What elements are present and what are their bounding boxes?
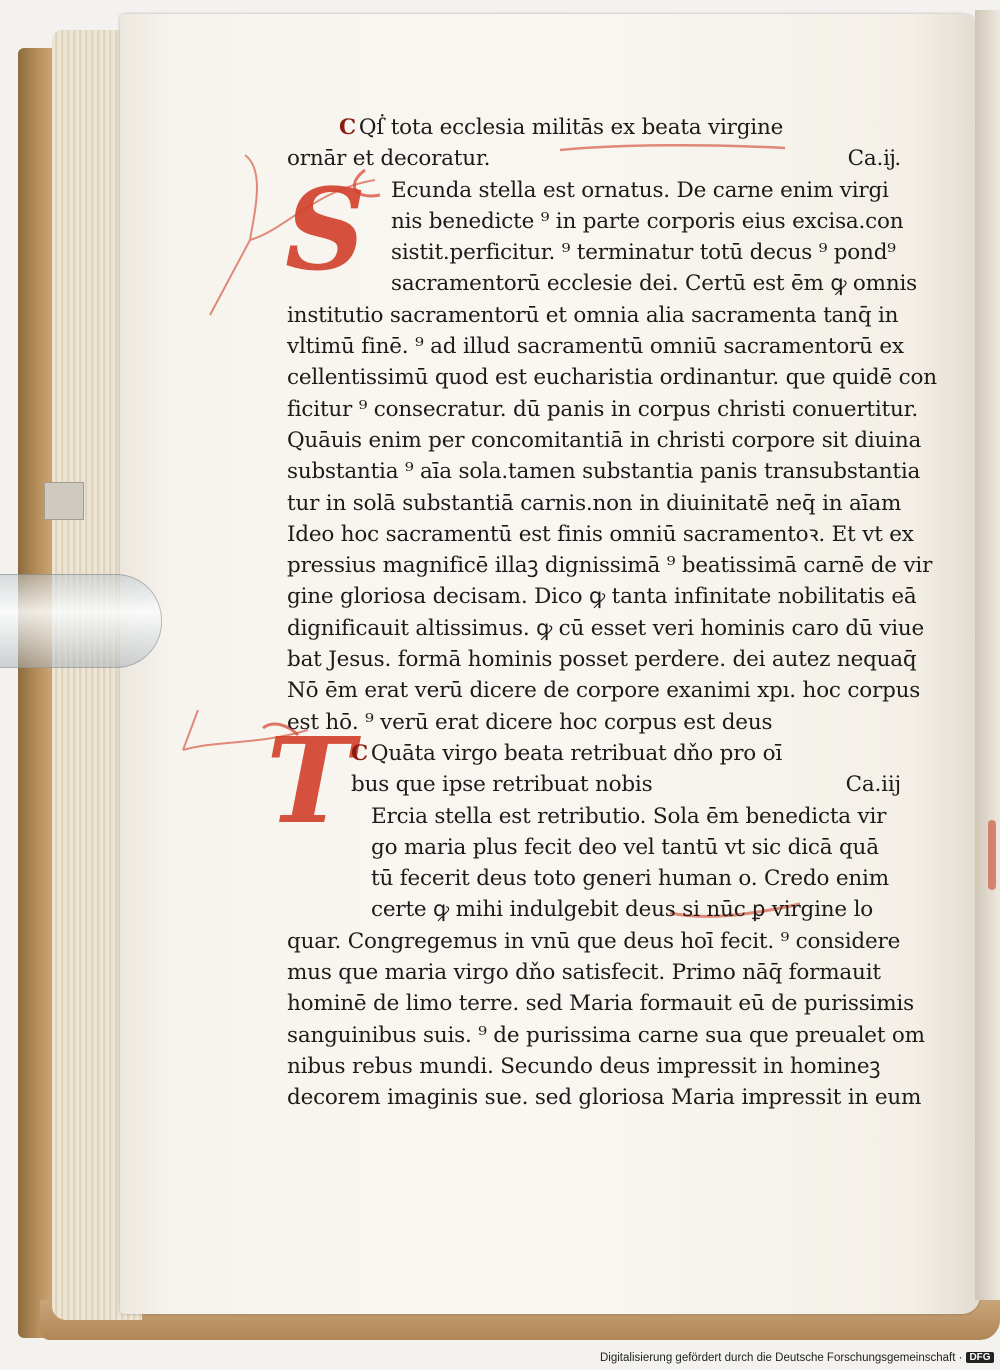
chapter-heading-text: ornār et decoratur. bbox=[287, 146, 491, 172]
text-line: cellentissimū quod est eucharistia ordinantur. que quidē con bbox=[287, 365, 937, 391]
text-line: Ideo hoc sacramentū est finis omniū sacramentoꝛ. Et vt ex bbox=[287, 521, 914, 547]
rubricated-initial-s: S bbox=[285, 165, 366, 296]
chapter-3-body bbox=[287, 801, 925, 1114]
text-line: nibus rebus mundi. Secundo deus impressit in homineꝫ bbox=[287, 1053, 881, 1079]
text-line: hominē de limo terre. sed Maria formauit eū de purissimis bbox=[287, 991, 914, 1017]
text-line: gine gloriosa decisam. Dico ꝙ tanta infinitate nobilitatis eā bbox=[287, 584, 917, 610]
facing-page-edge bbox=[975, 10, 1000, 1300]
chapter-heading-line bbox=[287, 738, 907, 769]
text-line: bat Jesus. formā hominis posset perdere. dei autez nequaq̄ bbox=[287, 647, 917, 673]
dfg-logo: DFG bbox=[966, 1352, 993, 1363]
text-line: est hō. ⁹ verū erat dicere hoc corpus est deus bbox=[287, 709, 773, 735]
chapter-heading-line bbox=[287, 143, 907, 174]
bookmark-tab bbox=[44, 482, 84, 520]
text-line: tur in solā substantiā carnis.non in diuinitatē neq̄ in aīam bbox=[287, 490, 902, 516]
paragraph-mark-icon: C bbox=[339, 115, 356, 140]
text-line: mus que maria virgo dňo satisfecit. Primo nāq̄ formauit bbox=[287, 960, 881, 986]
text-line: Quāuis enim per concomitantiā in christi corpore sit diuina bbox=[287, 427, 922, 453]
text-line: sanguinibus suis. ⁹ de purissima carne sua que preualet om bbox=[287, 1022, 925, 1048]
text-line: sacramentorū ecclesie dei. Certū est ēm ꝙ omnis bbox=[391, 271, 918, 297]
text-line: tū fecerit deus toto generi human o. Credo enim bbox=[371, 866, 889, 892]
text-block bbox=[287, 112, 937, 1114]
text-line: dignificauit altissimus. ꝙ cū esset veri hominis caro dū viue bbox=[287, 615, 925, 641]
rubricated-initial-t: T bbox=[266, 711, 354, 850]
margin-rubric-mark bbox=[988, 820, 996, 890]
chapter-heading-line bbox=[287, 769, 907, 800]
text-line: Ercia stella est retributio. Sola ēm benedicta vir bbox=[371, 803, 887, 829]
chapter-heading-text: bus que ipse retribuat nobis bbox=[351, 772, 653, 798]
text-line: ficitur ⁹ consecratur. dū panis in corpus christi conuertitur. bbox=[287, 396, 918, 422]
text-line: quar. Congregemus in vnū que deus hoī fecit. ⁹ considere bbox=[287, 928, 901, 954]
digitization-credit bbox=[600, 1352, 994, 1364]
chapter-number: Ca.ĳ. bbox=[847, 146, 901, 172]
text-line: vltimū finē. ⁹ ad illud sacramentū omniū sacramentorū ex bbox=[287, 334, 904, 360]
chapter-heading-text: Quāta virgo beata retribuat dňo pro oī bbox=[370, 740, 783, 766]
text-line: institutio sacramentorū et omnia alia sacramenta tanq̄ in bbox=[287, 302, 899, 328]
text-line: Nō ēm erat verū dicere de corpore exanimi xpı. hoc corpus bbox=[287, 678, 921, 704]
text-line: decorem imaginis sue. sed gloriosa Maria impressit in eum bbox=[287, 1085, 922, 1111]
text-line: Ecunda stella est ornatus. De carne enim virgi bbox=[391, 177, 889, 203]
chapter-heading-line bbox=[287, 112, 907, 143]
credit-text: Digitalisierung gefördert durch die Deutsche Forschungsgemeinschaft · bbox=[600, 1352, 963, 1364]
paragraph-mark-icon: C bbox=[351, 740, 368, 766]
text-line: go maria plus fecit deo vel tantū vt sic dicā quā bbox=[371, 834, 879, 860]
text-line: substantia ⁹ aīa sola.tamen substantia panis transubstantia bbox=[287, 459, 921, 485]
glass-page-holder bbox=[0, 574, 162, 668]
text-line: sistit.perficitur. ⁹ terminatur totū decus ⁹ pond⁹ bbox=[391, 240, 896, 266]
chapter-number: Ca.iij bbox=[845, 772, 901, 798]
text-line: nis benedicte ⁹ in parte corporis eius excisa.con bbox=[391, 208, 904, 234]
text-line: certe ꝙ mihi indulgebit deus si nūc ꝑ virgine lo bbox=[371, 897, 873, 923]
chapter-heading-text: Qẛ tota ecclesia militās ex beata virgine bbox=[358, 115, 784, 140]
chapter-2-body bbox=[285, 165, 937, 738]
text-line: pressius magnificē illaꝫ dignissimā ⁹ beatissimā carnē de vir bbox=[287, 553, 933, 579]
